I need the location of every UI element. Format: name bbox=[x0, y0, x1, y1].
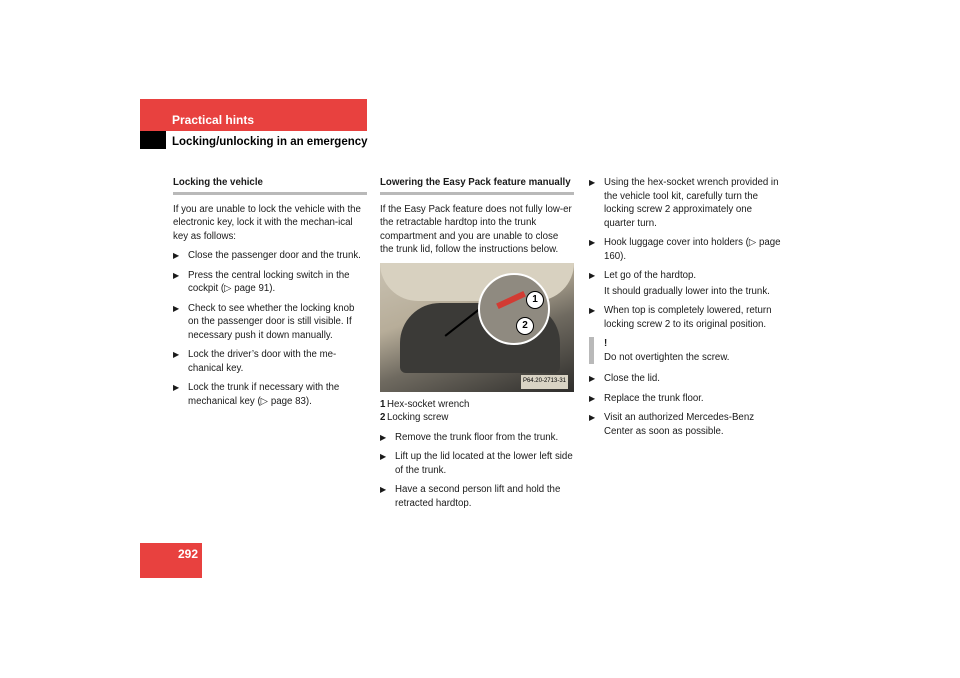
legend-item: 2 Locking screw bbox=[380, 412, 449, 423]
list-item: ▶ Let go of the hardtop. bbox=[589, 270, 697, 281]
column-continued bbox=[589, 176, 783, 444]
arrow-icon: ▶ bbox=[173, 270, 180, 280]
list-item: ▶ Remove the trunk floor from the trunk. bbox=[380, 431, 559, 443]
heading-locking: Locking the vehicle bbox=[173, 176, 367, 195]
page-title: Locking/unlocking in an emergency bbox=[172, 136, 368, 148]
list-item: ▶ Visit an authorized Mercedes-Benz Center as soon as possible. bbox=[589, 412, 755, 437]
arrow-icon: ▶ bbox=[589, 178, 596, 187]
warning-text: Do not overtighten the screw. bbox=[604, 351, 730, 363]
callout-1: 1 bbox=[526, 291, 544, 309]
list-item: ▶ Hook luggage cover into holders (▷ page 160). bbox=[589, 237, 781, 262]
arrow-icon: ▶ bbox=[380, 485, 387, 494]
legend-item: 1 Hex-socket wrench bbox=[380, 398, 470, 410]
arrow-icon: ▶ bbox=[173, 350, 180, 359]
list-item: ▶ Close the passenger door and the trunk. bbox=[173, 250, 361, 261]
step-result: It should gradually lower into the trunk. bbox=[604, 285, 770, 297]
list-item: ▶ Using the hex-socket wrench provided in the vehicle tool kit, carefully turn the locking screw 2 approximately one quarter turn. bbox=[589, 177, 779, 229]
list-item: ▶ Replace the trunk floor. bbox=[589, 392, 704, 404]
arrow-icon: ▶ bbox=[173, 303, 180, 313]
list-item: ▶ Have a second person lift and hold the retracted hardtop. bbox=[380, 484, 561, 509]
warning-icon: ! bbox=[604, 338, 608, 349]
arrow-icon: ▶ bbox=[589, 306, 596, 315]
column-locking bbox=[173, 176, 367, 414]
image-code: P64.20-2713-31 bbox=[521, 375, 568, 389]
list-item: ▶ Lock the trunk if necessary with the mechanical key (▷ page 83). bbox=[173, 382, 340, 407]
list-item: ▶ Check to see whether the locking knob on the passenger door is still visible. If necessary push it down manually. bbox=[173, 302, 355, 341]
arrow-icon: ▶ bbox=[173, 251, 180, 260]
heading-easy-pack: Lowering the Easy Pack feature manually bbox=[380, 176, 574, 195]
header-tab bbox=[140, 131, 166, 149]
arrow-icon: ▶ bbox=[589, 393, 596, 403]
arrow-icon: ▶ bbox=[589, 413, 596, 422]
column-easy-pack bbox=[380, 176, 574, 516]
arrow-icon: ▶ bbox=[589, 271, 596, 280]
detail-circle bbox=[478, 273, 550, 345]
warning-note bbox=[589, 337, 783, 364]
callout-2: 2 bbox=[516, 317, 534, 335]
intro-text: If you are unable to lock the vehicle with the electronic key, lock it with the mechan-ical key as follows: bbox=[173, 203, 361, 242]
list-item: ▶ Lift up the lid located at the lower left side of the trunk. bbox=[380, 451, 573, 476]
arrow-icon: ▶ bbox=[589, 238, 596, 247]
arrow-icon: ▶ bbox=[380, 432, 387, 442]
list-item: ▶ Lock the driver’s door with the me-chanical key. bbox=[173, 349, 337, 374]
intro-text: If the Easy Pack feature does not fully low-er the retractable hardtop into the trunk compartment and you are unable to close the trunk lid, follow the instructions below. bbox=[380, 203, 572, 255]
list-item: ▶ When top is completely lowered, return locking screw 2 to its original position. bbox=[589, 305, 772, 330]
trunk-photo bbox=[380, 263, 574, 392]
arrow-icon: ▶ bbox=[589, 374, 596, 383]
list-item: ▶ Close the lid. bbox=[589, 373, 661, 384]
list-item: ▶ Press the central locking switch in the cockpit (▷ page 91). bbox=[173, 269, 350, 294]
arrow-icon: ▶ bbox=[173, 383, 180, 392]
page-number: 292 bbox=[177, 547, 198, 561]
section-title: Practical hints bbox=[172, 113, 255, 127]
arrow-icon: ▶ bbox=[380, 452, 387, 461]
